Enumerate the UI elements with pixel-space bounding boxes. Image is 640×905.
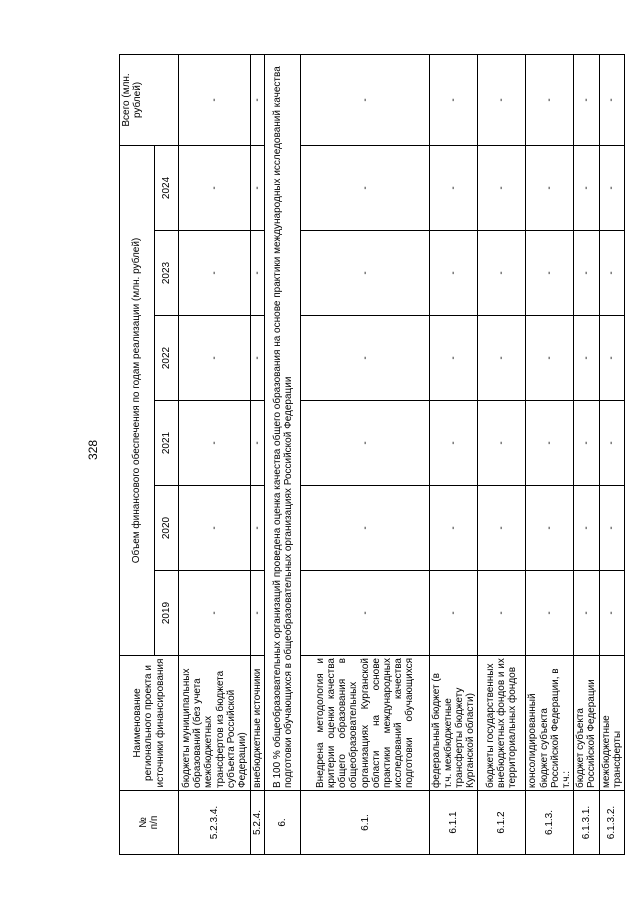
table-row <box>179 54 251 854</box>
value-cell: - <box>599 231 624 316</box>
row-number: 5.2.4. <box>251 791 265 855</box>
row-name: внебюджетные источники <box>251 656 265 791</box>
value-cell: - <box>251 401 265 486</box>
table-row <box>526 54 574 854</box>
row-number: 6.1.3.2. <box>599 791 624 855</box>
header-year-2021: 2021 <box>155 401 179 486</box>
value-cell: - <box>179 316 251 401</box>
row-number: 6.1.3.1. <box>574 791 599 855</box>
row-number: 6. <box>265 791 301 855</box>
total-cell: - <box>599 54 624 145</box>
header-year-2019: 2019 <box>155 571 179 656</box>
table-row <box>301 54 430 854</box>
header-year-2023: 2023 <box>155 231 179 316</box>
financing-table <box>119 54 625 855</box>
table-row <box>430 54 478 854</box>
value-cell: - <box>251 145 265 230</box>
value-cell: - <box>301 401 430 486</box>
value-cell: - <box>179 145 251 230</box>
value-cell: - <box>301 316 430 401</box>
table-row <box>574 54 599 854</box>
value-cell: - <box>430 486 478 571</box>
value-cell: - <box>478 571 526 656</box>
row-name: консолидированный бюджет субъекта Российской Федерации, в т.ч.: <box>526 656 574 791</box>
row-name: бюджет субъекта Российской Федерации <box>574 656 599 791</box>
value-cell: - <box>526 401 574 486</box>
value-cell: - <box>430 231 478 316</box>
value-cell: - <box>179 486 251 571</box>
value-cell: - <box>251 231 265 316</box>
value-cell: - <box>301 145 430 230</box>
value-cell: - <box>430 145 478 230</box>
row-number: 6.1.3. <box>526 791 574 855</box>
value-cell: - <box>526 231 574 316</box>
value-cell: - <box>301 486 430 571</box>
value-cell: - <box>574 486 599 571</box>
header-col-total: Всего (млн. рублей) <box>120 54 179 145</box>
total-cell: - <box>430 54 478 145</box>
row-name: бюджеты муниципальных образований (без учета межбюджетных трансфертов из бюджета субъекта Российской Федерации) <box>179 656 251 791</box>
value-cell: - <box>478 231 526 316</box>
total-cell: - <box>251 54 265 145</box>
value-cell: - <box>526 571 574 656</box>
table-row <box>478 54 526 854</box>
table-row <box>265 54 301 854</box>
value-cell: - <box>301 571 430 656</box>
value-cell: - <box>478 316 526 401</box>
value-cell: - <box>526 316 574 401</box>
value-cell: - <box>574 145 599 230</box>
total-cell: - <box>526 54 574 145</box>
value-cell: - <box>179 571 251 656</box>
header-col-number: № п/п <box>120 791 179 855</box>
value-cell: - <box>430 316 478 401</box>
table-row <box>599 54 624 854</box>
value-cell: - <box>574 231 599 316</box>
value-cell: - <box>301 231 430 316</box>
header-financing-group: Объем финансового обеспечения по годам реализации (млн. рублей) <box>120 145 155 655</box>
row-number: 5.2.3.4. <box>179 791 251 855</box>
value-cell: - <box>599 316 624 401</box>
value-cell: - <box>179 401 251 486</box>
value-cell: - <box>251 571 265 656</box>
row-name: бюджеты государственных внебюджетных фондов и их территориальных фондов <box>478 656 526 791</box>
value-cell: - <box>526 145 574 230</box>
value-cell: - <box>251 486 265 571</box>
total-cell: - <box>301 54 430 145</box>
total-cell: - <box>574 54 599 145</box>
value-cell: - <box>478 486 526 571</box>
value-cell: - <box>599 571 624 656</box>
value-cell: - <box>599 486 624 571</box>
value-cell: - <box>599 145 624 230</box>
row-number: 6.1.2 <box>478 791 526 855</box>
value-cell: - <box>526 486 574 571</box>
header-col-name: Наименование регионального проекта и источники финансирования <box>120 656 179 791</box>
rotated-table-container <box>119 55 623 855</box>
header-year-2022: 2022 <box>155 316 179 401</box>
total-cell: - <box>179 54 251 145</box>
header-year-2024: 2024 <box>155 145 179 230</box>
row-number: 6.1. <box>301 791 430 855</box>
section-description: В 100 % общеобразовательных организаций проведена оценка качества общего образования на основе практики международных исследований качества подготовки обучающихся в общеобразовательных организациях Российской Федерации <box>265 54 301 790</box>
row-name: Внедрена методология и критерии оценки качества общего образования в общеобразовательных организациях Курганской области на основе практики международных исследований качества подготовки обучающихся <box>301 656 430 791</box>
value-cell: - <box>599 401 624 486</box>
row-name: федеральный бюджет (в т.ч. межбюджетные трансферты бюджету Курганской области) <box>430 656 478 791</box>
row-number: 6.1.1 <box>430 791 478 855</box>
value-cell: - <box>478 145 526 230</box>
table-row <box>251 54 265 854</box>
page-number: 328 <box>86 439 100 461</box>
value-cell: - <box>574 401 599 486</box>
total-cell: - <box>478 54 526 145</box>
value-cell: - <box>179 231 251 316</box>
value-cell: - <box>574 316 599 401</box>
value-cell: - <box>430 401 478 486</box>
value-cell: - <box>478 401 526 486</box>
value-cell: - <box>574 571 599 656</box>
value-cell: - <box>251 316 265 401</box>
header-year-2020: 2020 <box>155 486 179 571</box>
value-cell: - <box>430 571 478 656</box>
row-name: межбюджетные трансферты <box>599 656 624 791</box>
